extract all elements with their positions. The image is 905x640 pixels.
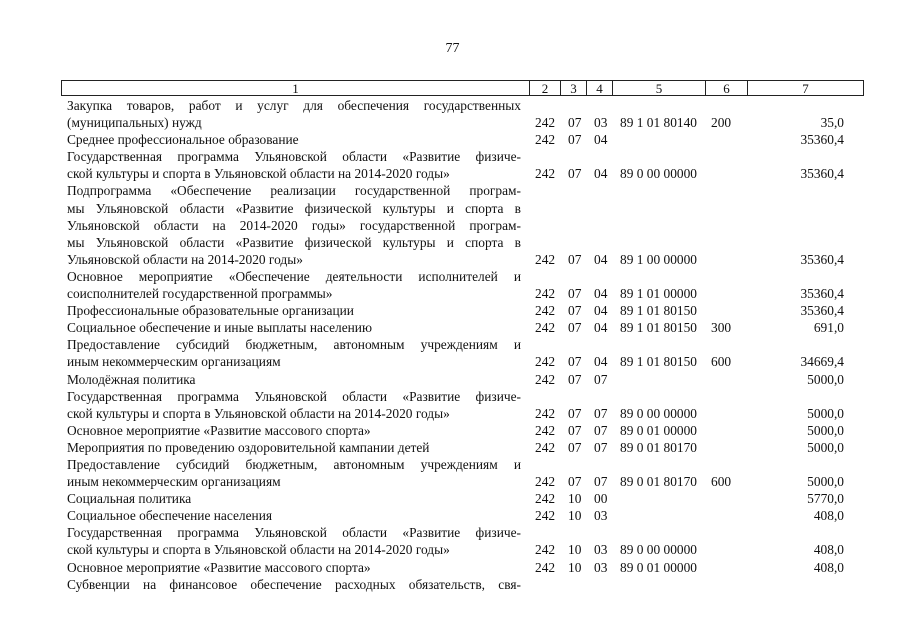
amount-cell: 35,0 — [820, 115, 844, 131]
row-name-line: Молодёжная политика — [67, 371, 196, 387]
table-row — [0, 371, 905, 388]
table-row — [0, 490, 905, 507]
table-row — [0, 336, 905, 370]
amount-cell: 34669,4 — [800, 354, 844, 370]
code-subsection-cell: 03 — [594, 559, 608, 575]
row-name — [67, 148, 521, 182]
code-subsection-cell: 07 — [594, 371, 608, 387]
header-col-1: 1 — [292, 81, 299, 96]
code-subsection-cell: 07 — [594, 422, 608, 438]
code-chief-cell: 242 — [535, 422, 556, 438]
table-row — [0, 456, 905, 490]
code-subsection-cell: 04 — [594, 251, 608, 267]
row-name-line: Социальная политика — [67, 491, 192, 507]
code-target-cell: 89 0 01 00000 — [620, 559, 697, 575]
code-target-cell: 89 1 01 80150 — [620, 303, 697, 319]
row-name-line: Основное мероприятие «Обеспечение деятельности исполнителей и — [67, 268, 521, 284]
amount-cell: 5000,0 — [807, 474, 844, 490]
code-subsection-cell: 04 — [594, 354, 608, 370]
row-name — [67, 456, 521, 490]
row-name — [67, 97, 521, 131]
code-subsection-cell: 03 — [594, 508, 608, 524]
amount-cell: 5000,0 — [807, 439, 844, 455]
row-name-line: Подпрограмма «Обеспечение реализации государственной програм- — [67, 183, 521, 199]
code-expense-type-cell: 300 — [711, 320, 732, 336]
row-name-line: мы Ульяновской области «Развитие физической культуры и спорта в — [67, 200, 521, 216]
row-name-line: Государственная программа Ульяновской области «Развитие физиче- — [67, 149, 521, 165]
code-chief-cell: 242 — [535, 354, 556, 370]
code-section-cell: 07 — [568, 371, 582, 387]
code-section-cell: 07 — [568, 166, 582, 182]
code-target-cell: 89 0 01 80170 — [620, 439, 697, 455]
table-row — [0, 182, 905, 268]
header-col-5: 5 — [612, 81, 705, 95]
code-section-cell: 07 — [568, 405, 582, 421]
amount-cell: 691,0 — [813, 320, 844, 336]
code-section-cell: 07 — [568, 286, 582, 302]
table-body — [0, 97, 905, 593]
code-chief-cell: 242 — [535, 491, 556, 507]
row-name-line: Предоставление субсидий бюджетным, автономным учреждениям и — [67, 457, 521, 472]
table-row — [0, 524, 905, 558]
code-subsection-cell: 04 — [594, 320, 608, 336]
row-name-line: Закупка товаров, работ и услуг для обеспечения государственных — [67, 98, 521, 113]
row-name — [67, 131, 521, 148]
code-target-cell: 89 1 01 00000 — [620, 286, 697, 302]
code-subsection-cell: 03 — [594, 542, 608, 558]
row-name-line: Государственная программа Ульяновской области «Развитие физиче- — [67, 388, 521, 404]
code-subsection-cell: 00 — [594, 491, 608, 507]
code-chief-cell: 242 — [535, 286, 556, 302]
code-chief-cell: 242 — [535, 439, 556, 455]
row-name-line: Субвенции на финансовое обеспечение расходных обязательств, свя- — [67, 576, 521, 592]
row-name — [67, 559, 521, 576]
code-chief-cell: 242 — [535, 371, 556, 387]
row-name — [67, 302, 521, 319]
code-expense-type-cell: 600 — [711, 474, 732, 490]
code-subsection-cell: 03 — [594, 115, 608, 131]
code-subsection-cell: 04 — [594, 132, 608, 148]
row-name-line: Социальное обеспечение населения — [67, 508, 273, 524]
code-target-cell: 89 1 01 80150 — [620, 320, 697, 336]
code-subsection-cell: 07 — [594, 474, 608, 490]
code-target-cell: 89 1 00 00000 — [620, 251, 697, 267]
row-name-line: Ульяновской области на 2014-2020 годы» государственной програм- — [67, 217, 521, 233]
row-name-line: Мероприятия по проведению оздоровительной кампании детей — [67, 439, 430, 455]
row-name — [67, 490, 521, 507]
amount-cell: 5000,0 — [807, 422, 844, 438]
row-name — [67, 182, 521, 267]
code-section-cell: 07 — [568, 474, 582, 490]
code-section-cell: 07 — [568, 354, 582, 370]
code-chief-cell: 242 — [535, 251, 556, 267]
row-name-line: Ульяновской области на 2014-2020 годы» — [67, 251, 303, 267]
row-name — [67, 507, 521, 524]
amount-cell: 35360,4 — [800, 166, 844, 182]
row-name — [67, 576, 521, 593]
table-row — [0, 559, 905, 576]
row-name — [67, 268, 521, 302]
row-name — [67, 439, 521, 456]
table-row — [0, 268, 905, 302]
row-name-line: (муниципальных) нужд — [67, 115, 202, 131]
row-name-line: ской культуры и спорта в Ульяновской области на 2014-2020 годы» — [67, 542, 450, 558]
table-row — [0, 319, 905, 336]
code-chief-cell: 242 — [535, 320, 556, 336]
code-section-cell: 07 — [568, 115, 582, 131]
code-subsection-cell: 07 — [594, 405, 608, 421]
row-name-line: Социальное обеспечение и иные выплаты населению — [67, 320, 372, 336]
amount-cell: 5000,0 — [807, 371, 844, 387]
table-row — [0, 302, 905, 319]
amount-cell: 5000,0 — [807, 405, 844, 421]
row-name-line: иным некоммерческим организациям — [67, 474, 281, 490]
code-target-cell: 89 1 01 80150 — [620, 354, 697, 370]
code-subsection-cell: 04 — [594, 166, 608, 182]
amount-cell: 35360,4 — [800, 286, 844, 302]
row-name-line: Среднее профессиональное образование — [67, 132, 299, 148]
code-chief-cell: 242 — [535, 559, 556, 575]
row-name-line: Профессиональные образовательные организации — [67, 303, 354, 319]
amount-cell: 35360,4 — [800, 132, 844, 148]
amount-cell: 408,0 — [813, 559, 844, 575]
code-chief-cell: 242 — [535, 405, 556, 421]
table-row — [0, 388, 905, 422]
row-name — [67, 524, 521, 558]
row-name-line: мы Ульяновской области «Развитие физической культуры и спорта в — [67, 234, 521, 250]
code-target-cell: 89 0 00 00000 — [620, 542, 697, 558]
amount-cell: 408,0 — [813, 542, 844, 558]
table-row — [0, 97, 905, 131]
row-name — [67, 388, 521, 422]
row-name — [67, 422, 521, 439]
code-target-cell: 89 0 00 00000 — [620, 166, 697, 182]
row-name — [67, 336, 521, 370]
code-chief-cell: 242 — [535, 474, 556, 490]
code-subsection-cell: 04 — [594, 286, 608, 302]
code-section-cell: 10 — [568, 508, 582, 524]
code-subsection-cell: 04 — [594, 303, 608, 319]
code-target-cell: 89 0 01 80170 — [620, 474, 697, 490]
code-chief-cell: 242 — [535, 166, 556, 182]
row-name-line: Основное мероприятие «Развитие массового спорта» — [67, 559, 371, 575]
code-chief-cell: 242 — [535, 115, 556, 131]
code-section-cell: 10 — [568, 559, 582, 575]
table-row — [0, 131, 905, 148]
header-col-2: 2 — [529, 81, 560, 95]
amount-cell: 35360,4 — [800, 251, 844, 267]
code-target-cell: 89 0 01 00000 — [620, 422, 697, 438]
code-section-cell: 07 — [568, 303, 582, 319]
table-row — [0, 148, 905, 182]
row-name-line: иным некоммерческим организациям — [67, 354, 281, 370]
code-section-cell: 07 — [568, 132, 582, 148]
row-name-line: Государственная программа Ульяновской области «Развитие физиче- — [67, 525, 521, 541]
header-col-6: 6 — [705, 81, 747, 95]
header-col-4: 4 — [586, 81, 612, 95]
table-row — [0, 576, 905, 593]
row-name-line: Основное мероприятие «Развитие массового спорта» — [67, 422, 371, 438]
row-name-line: ской культуры и спорта в Ульяновской области на 2014-2020 годы» — [67, 405, 450, 421]
table-header — [61, 80, 864, 96]
code-section-cell: 10 — [568, 491, 582, 507]
table-row — [0, 507, 905, 524]
code-section-cell: 07 — [568, 439, 582, 455]
code-chief-cell: 242 — [535, 508, 556, 524]
row-name — [67, 319, 521, 336]
code-expense-type-cell: 600 — [711, 354, 732, 370]
amount-cell: 35360,4 — [800, 303, 844, 319]
table-row — [0, 422, 905, 439]
code-target-cell: 89 1 01 80140 — [620, 115, 697, 131]
code-chief-cell: 242 — [535, 132, 556, 148]
code-section-cell: 07 — [568, 251, 582, 267]
row-name-line: соисполнителей государственной программы» — [67, 286, 333, 302]
header-col-3: 3 — [560, 81, 586, 95]
code-subsection-cell: 07 — [594, 439, 608, 455]
header-col-7: 7 — [747, 81, 863, 95]
page-number: 77 — [445, 41, 460, 56]
row-name — [67, 371, 521, 388]
code-section-cell: 07 — [568, 422, 582, 438]
row-name-line: Предоставление субсидий бюджетным, автономным учреждениям и — [67, 337, 521, 353]
row-name-line: ской культуры и спорта в Ульяновской области на 2014-2020 годы» — [67, 166, 450, 182]
table-row — [0, 439, 905, 456]
code-expense-type-cell: 200 — [711, 115, 732, 131]
code-section-cell: 07 — [568, 320, 582, 336]
amount-cell: 5770,0 — [807, 491, 844, 507]
code-chief-cell: 242 — [535, 542, 556, 558]
code-target-cell: 89 0 00 00000 — [620, 405, 697, 421]
amount-cell: 408,0 — [813, 508, 844, 524]
code-chief-cell: 242 — [535, 303, 556, 319]
code-section-cell: 10 — [568, 542, 582, 558]
